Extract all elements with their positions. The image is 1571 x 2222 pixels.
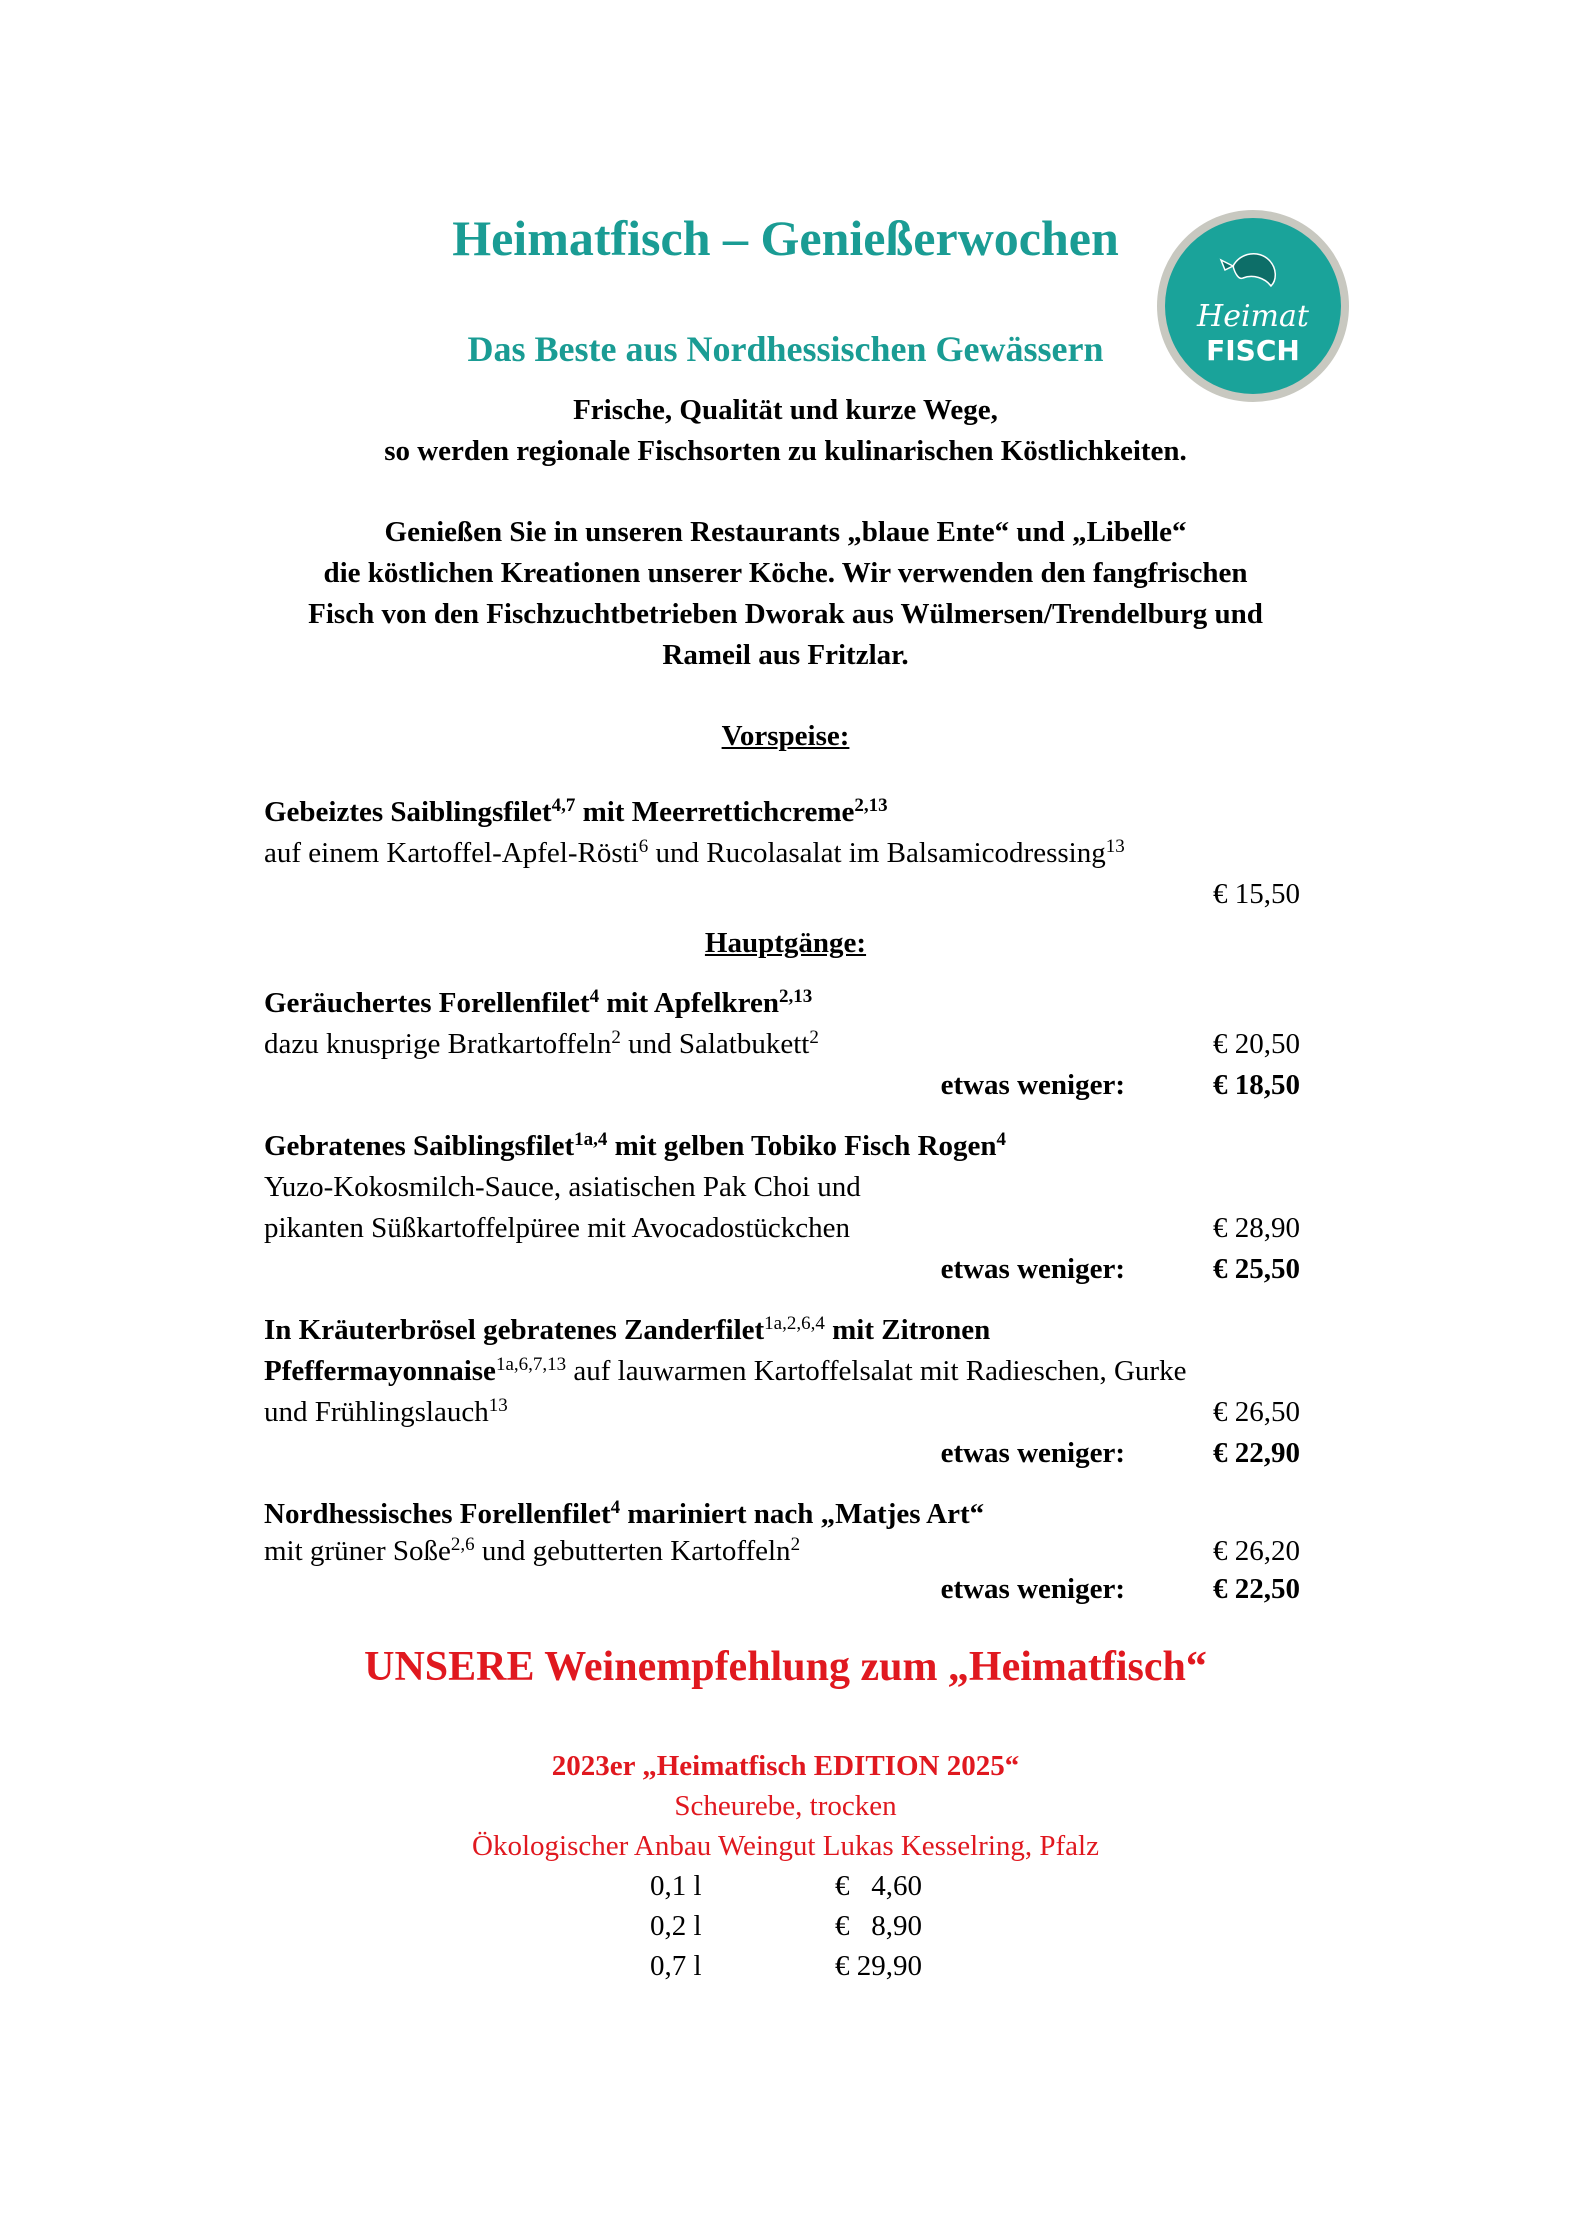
menu-item-description: auf einem Kartoffel-Apfel-Rösti$^6$ und Rucolasalat im Balsamicodressing$^{13}$: [264, 836, 1125, 869]
page-title: Heimatfisch – Genießerwochen: [452, 210, 1119, 266]
smaller-portion-price: € 22,90: [1213, 1437, 1300, 1469]
wine-price: € 8,90: [835, 1910, 922, 1942]
intro-paragraph-line: Fisch von den Fischzuchtbetrieben Dworak aus Wülmersen/Trendelburg und: [308, 598, 1263, 630]
smaller-portion-label: etwas weniger:: [940, 1573, 1125, 1605]
smaller-portion-label: etwas weniger:: [940, 1437, 1125, 1469]
wine-producer: Ökologischer Anbau Weingut Lukas Kesselring, Pfalz: [472, 1830, 1099, 1862]
menu-item-price: € 28,90: [1213, 1212, 1300, 1244]
heimatfisch-logo: [1155, 208, 1351, 404]
section-heading-mains: Hauptgänge:: [704, 927, 867, 959]
wine-heading: UNSERE Weinempfehlung zum „Heimatfisch“: [364, 1644, 1207, 1690]
smaller-portion-label: etwas weniger:: [940, 1069, 1125, 1101]
menu-item-description: mit grüner Soße$^{2,6}$ und gebutterten Kartoffeln$^2$ € 26,20: [264, 1531, 1300, 1572]
wine-price: € 4,60: [835, 1870, 922, 1902]
wine-price: € 29,90: [835, 1950, 922, 1982]
menu-item-description: und Frühlingslauch$^{13}$ € 26,50: [264, 1392, 1300, 1433]
menu-item-smaller-portion: [264, 1065, 1300, 1106]
intro-paragraph-line: Genießen Sie in unseren Restaurants „blaue Ente“ und „Libelle“: [384, 516, 1187, 548]
menu-item-price: € 20,50: [1213, 1028, 1300, 1060]
menu-item-description: Pfeffermayonnaise$^{1a,6,7,13}$ auf lauwarmen Kartoffelsalat mit Radieschen, Gurke: [264, 1354, 1187, 1387]
menu-item-price: € 15,50: [1213, 878, 1300, 910]
smaller-portion-price: € 22,50: [1213, 1573, 1300, 1605]
menu-item-title: In Kräuterbrösel gebratenes Zanderfilet$^{1a,2,6,4}$ mit Zitronen: [264, 1313, 991, 1346]
menu-item-title: Gebeiztes Saiblingsfilet$^{4,7}$ mit Meerrettichcreme$^{2,13}$: [264, 795, 888, 828]
wine-volume: 0,7 l: [650, 1950, 702, 1982]
menu-item-description: dazu knusprige Bratkartoffeln$^2$ und Salatbukett$^2$ € 20,50: [264, 1024, 1300, 1065]
intro-paragraph-line: Rameil aus Fritzlar.: [662, 639, 909, 671]
intro-line: Frische, Qualität und kurze Wege,: [573, 394, 998, 426]
page-subtitle: Das Beste aus Nordhessischen Gewässern: [467, 329, 1104, 369]
wine-volume: 0,1 l: [650, 1870, 702, 1902]
logo-script-text: Heimat: [1197, 299, 1309, 334]
wine-volume: 0,2 l: [650, 1910, 702, 1942]
smaller-portion-label: etwas weniger:: [940, 1253, 1125, 1285]
menu-item-description: Yuzo-Kokosmilch-Sauce, asiatischen Pak Choi und: [264, 1171, 861, 1203]
menu-item-title: Nordhessisches Forellenfilet$^4$ mariniert nach „Matjes Art“: [264, 1497, 985, 1530]
menu-item-title: Geräuchertes Forellenfilet$^4$ mit Apfelkren$^{2,13}$: [264, 986, 813, 1019]
wine-grape: Scheurebe, trocken: [674, 1790, 897, 1822]
menu-item-price-row: [264, 874, 1300, 915]
logo-text: FISCH: [1206, 334, 1300, 367]
menu-item-title: Gebratenes Saiblingsfilet$^{1a,4}$ mit gelben Tobiko Fisch Rogen$^4$: [264, 1129, 1007, 1162]
menu-item-price: € 26,20: [1213, 1535, 1300, 1567]
menu-item-smaller-portion: [264, 1433, 1300, 1474]
intro-paragraph-line: die köstlichen Kreationen unserer Köche. Wir verwenden den fangfrischen: [323, 557, 1248, 589]
menu-item-smaller-portion: [264, 1569, 1300, 1610]
menu-item-price: € 26,50: [1213, 1396, 1300, 1428]
section-heading-starter: Vorspeise:: [721, 720, 850, 752]
smaller-portion-price: € 18,50: [1213, 1069, 1300, 1101]
menu-item-smaller-portion: [264, 1249, 1300, 1290]
smaller-portion-price: € 25,50: [1213, 1253, 1300, 1285]
menu-item-description: pikanten Süßkartoffelpüree mit Avocadostückchen € 28,90: [264, 1208, 1300, 1249]
wine-name: 2023er „Heimatfisch EDITION 2025“: [551, 1750, 1020, 1782]
intro-line: so werden regionale Fischsorten zu kulinarischen Köstlichkeiten.: [384, 435, 1187, 467]
